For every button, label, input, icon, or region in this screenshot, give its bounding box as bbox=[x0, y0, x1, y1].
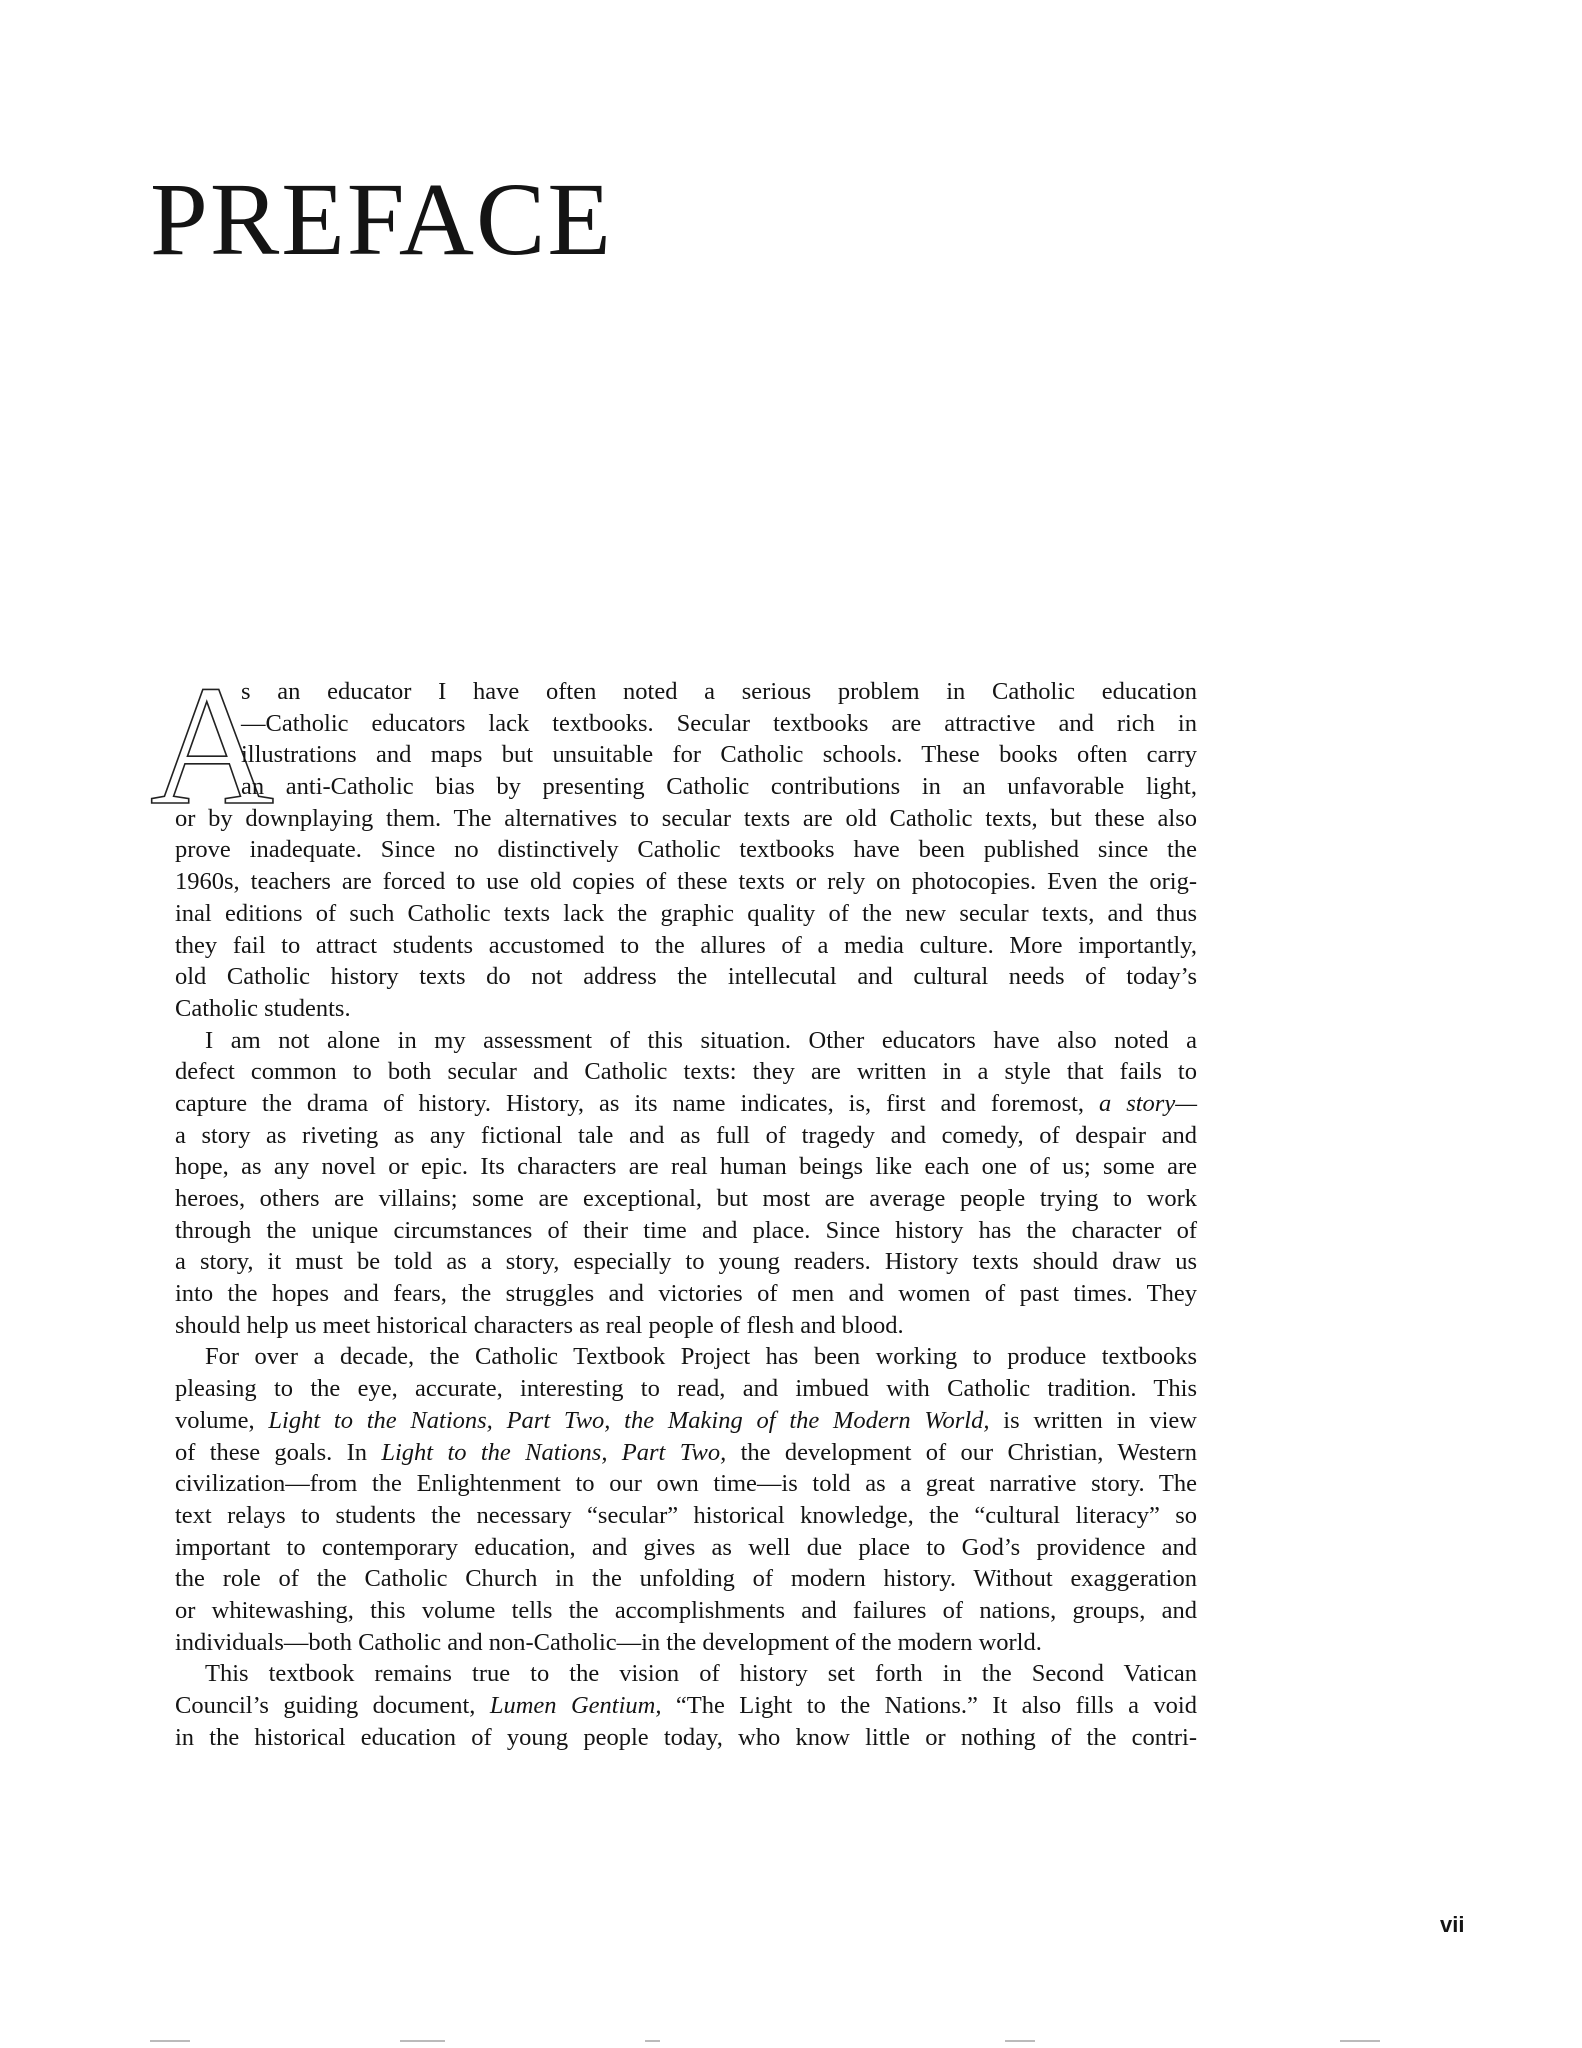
text-line bbox=[175, 1627, 1197, 1659]
text-line bbox=[241, 708, 1197, 740]
text-line bbox=[175, 1563, 1197, 1595]
text-line bbox=[175, 834, 1197, 866]
scan-mark bbox=[1005, 2040, 1035, 2042]
preface-body bbox=[175, 676, 1197, 1753]
text-segment: For over a decade, the Catholic Textbook Project has been working to produce textbooks bbox=[205, 1343, 1197, 1371]
text-line bbox=[241, 739, 1197, 771]
italic-text: Light to the Nations, Part Two, the Making of the Modern World, bbox=[268, 1406, 990, 1434]
paragraph bbox=[175, 1658, 1197, 1753]
text-segment: “The Light to the Nations.” It also fills a void bbox=[661, 1692, 1197, 1719]
text-segment: —Catholic educators lack textbooks. Secular textbooks are attractive and rich in bbox=[241, 709, 1197, 737]
text-line bbox=[175, 1025, 1197, 1057]
text-segment: an anti-Catholic bias by presenting Catholic contributions in an unfavorable light, bbox=[241, 773, 1197, 801]
text-line bbox=[175, 1246, 1197, 1278]
text-segment: pleasing to the eye, accurate, interesting to read, and imbued with Catholic tradition. This bbox=[175, 1375, 1197, 1403]
text-line bbox=[175, 1405, 1197, 1437]
scan-mark bbox=[400, 2040, 445, 2042]
text-segment: of these goals. In bbox=[175, 1438, 382, 1466]
text-segment: civilization—from the Enlightenment to our own time—is told as a great narrative story. The bbox=[175, 1470, 1197, 1498]
text-segment: is written in view bbox=[989, 1406, 1198, 1434]
text-segment: hope, as any novel or epic. Its characters are real human beings like each one of us; some are bbox=[175, 1153, 1197, 1181]
text-line bbox=[175, 1056, 1197, 1088]
scan-mark bbox=[1340, 2040, 1380, 2042]
text-segment: or by downplaying them. The alternatives to secular texts are old Catholic texts, but these also bbox=[175, 804, 1197, 832]
italic-text: Light to the Nations, Part Two, bbox=[381, 1438, 727, 1466]
text-segment: text relays to students the necessary “secular” historical knowledge, the “cultural literacy” so bbox=[175, 1501, 1197, 1529]
text-segment: should help us meet historical characters as real people of flesh and blood. bbox=[175, 1311, 904, 1339]
text-segment: inal editions of such Catholic texts lack the graphic quality of the new secular texts, and thus bbox=[175, 899, 1197, 927]
text-segment: 1960s, teachers are forced to use old copies of these texts or rely on photocopies. Even the orig- bbox=[175, 868, 1197, 896]
text-line bbox=[175, 1151, 1197, 1183]
text-segment: a story, it must be told as a story, especially to young readers. History texts should draw us bbox=[175, 1248, 1197, 1276]
text-segment: they fail to attract students accustomed to the allures of a media culture. More importantly, bbox=[175, 931, 1197, 959]
text-segment: prove inadequate. Since no distinctively Catholic textbooks have been published since the bbox=[175, 836, 1197, 864]
text-segment: s an educator I have often noted a serious problem in Catholic education bbox=[241, 678, 1197, 705]
text-line bbox=[175, 1500, 1197, 1532]
text-segment: capture the drama of history. History, as its name indicates, is, first and foremost, bbox=[175, 1089, 1099, 1117]
page-number: vii bbox=[1440, 1912, 1465, 1937]
text-segment: illustrations and maps but unsuitable for Catholic schools. These books often carry bbox=[241, 741, 1197, 769]
text-segment: into the hopes and fears, the struggles and victories of men and women of past times. They bbox=[175, 1280, 1197, 1308]
text-line bbox=[175, 1532, 1197, 1564]
text-segment: in the historical education of young people today, who know little or nothing of the contri- bbox=[175, 1723, 1197, 1751]
text-line bbox=[175, 1088, 1197, 1120]
text-segment: the development of our Christian, Western bbox=[726, 1438, 1197, 1466]
text-segment: heroes, others are villains; some are exceptional, but most are average people trying to work bbox=[175, 1185, 1197, 1212]
text-line bbox=[241, 676, 1197, 708]
text-segment: important to contemporary education, and gives as well due place to God’s providence and bbox=[175, 1533, 1197, 1561]
text-segment: Council’s guiding document, bbox=[175, 1692, 490, 1719]
text-line bbox=[175, 1722, 1197, 1754]
text-line bbox=[175, 930, 1197, 962]
text-line bbox=[175, 1215, 1197, 1247]
text-line bbox=[175, 993, 1197, 1025]
italic-text: a story— bbox=[1099, 1089, 1197, 1117]
text-segment: a story as riveting as any fictional tale and as full of tragedy and comedy, of despair and bbox=[175, 1121, 1197, 1149]
text-line bbox=[175, 898, 1197, 930]
italic-text: Lumen Gentium, bbox=[489, 1692, 662, 1719]
text-segment: individuals—both Catholic and non-Catholic—in the development of the modern world. bbox=[175, 1628, 1042, 1656]
drop-cap: A bbox=[150, 651, 275, 841]
text-line bbox=[175, 1183, 1197, 1215]
text-segment: defect common to both secular and Catholic texts: they are written in a style that fails to bbox=[175, 1058, 1197, 1086]
text-segment: I am not alone in my assessment of this situation. Other educators have also noted a bbox=[205, 1026, 1197, 1054]
paragraph bbox=[175, 1341, 1197, 1658]
text-segment: old Catholic history texts do not address the intellecutal and cultural needs of today’s bbox=[175, 963, 1197, 991]
text-line bbox=[175, 1468, 1197, 1500]
text-segment: or whitewashing, this volume tells the accomplishments and failures of nations, groups, and bbox=[175, 1596, 1197, 1624]
text-line bbox=[175, 803, 1197, 835]
text-line bbox=[175, 1310, 1197, 1342]
text-line bbox=[175, 1658, 1197, 1690]
text-line bbox=[175, 1690, 1197, 1722]
scan-mark bbox=[150, 2040, 190, 2042]
scan-mark bbox=[645, 2040, 660, 2042]
text-segment: through the unique circumstances of their time and place. Since history has the character of bbox=[175, 1216, 1197, 1244]
paragraph bbox=[175, 1025, 1197, 1342]
text-segment: Catholic students. bbox=[175, 994, 351, 1022]
text-line bbox=[175, 1120, 1197, 1152]
page-title: PREFACE bbox=[150, 162, 613, 277]
text-line bbox=[175, 961, 1197, 993]
text-line bbox=[175, 1373, 1197, 1405]
text-segment: volume, bbox=[175, 1406, 269, 1434]
text-line bbox=[175, 1595, 1197, 1627]
text-segment: the role of the Catholic Church in the unfolding of modern history. Without exaggeration bbox=[175, 1565, 1197, 1593]
text-line bbox=[175, 866, 1197, 898]
text-line bbox=[175, 1278, 1197, 1310]
paragraph bbox=[175, 676, 1197, 1025]
text-segment: This textbook remains true to the vision of history set forth in the Second Vatican bbox=[205, 1660, 1197, 1688]
text-line bbox=[241, 771, 1197, 803]
text-line bbox=[175, 1437, 1197, 1469]
text-line bbox=[175, 1341, 1197, 1373]
